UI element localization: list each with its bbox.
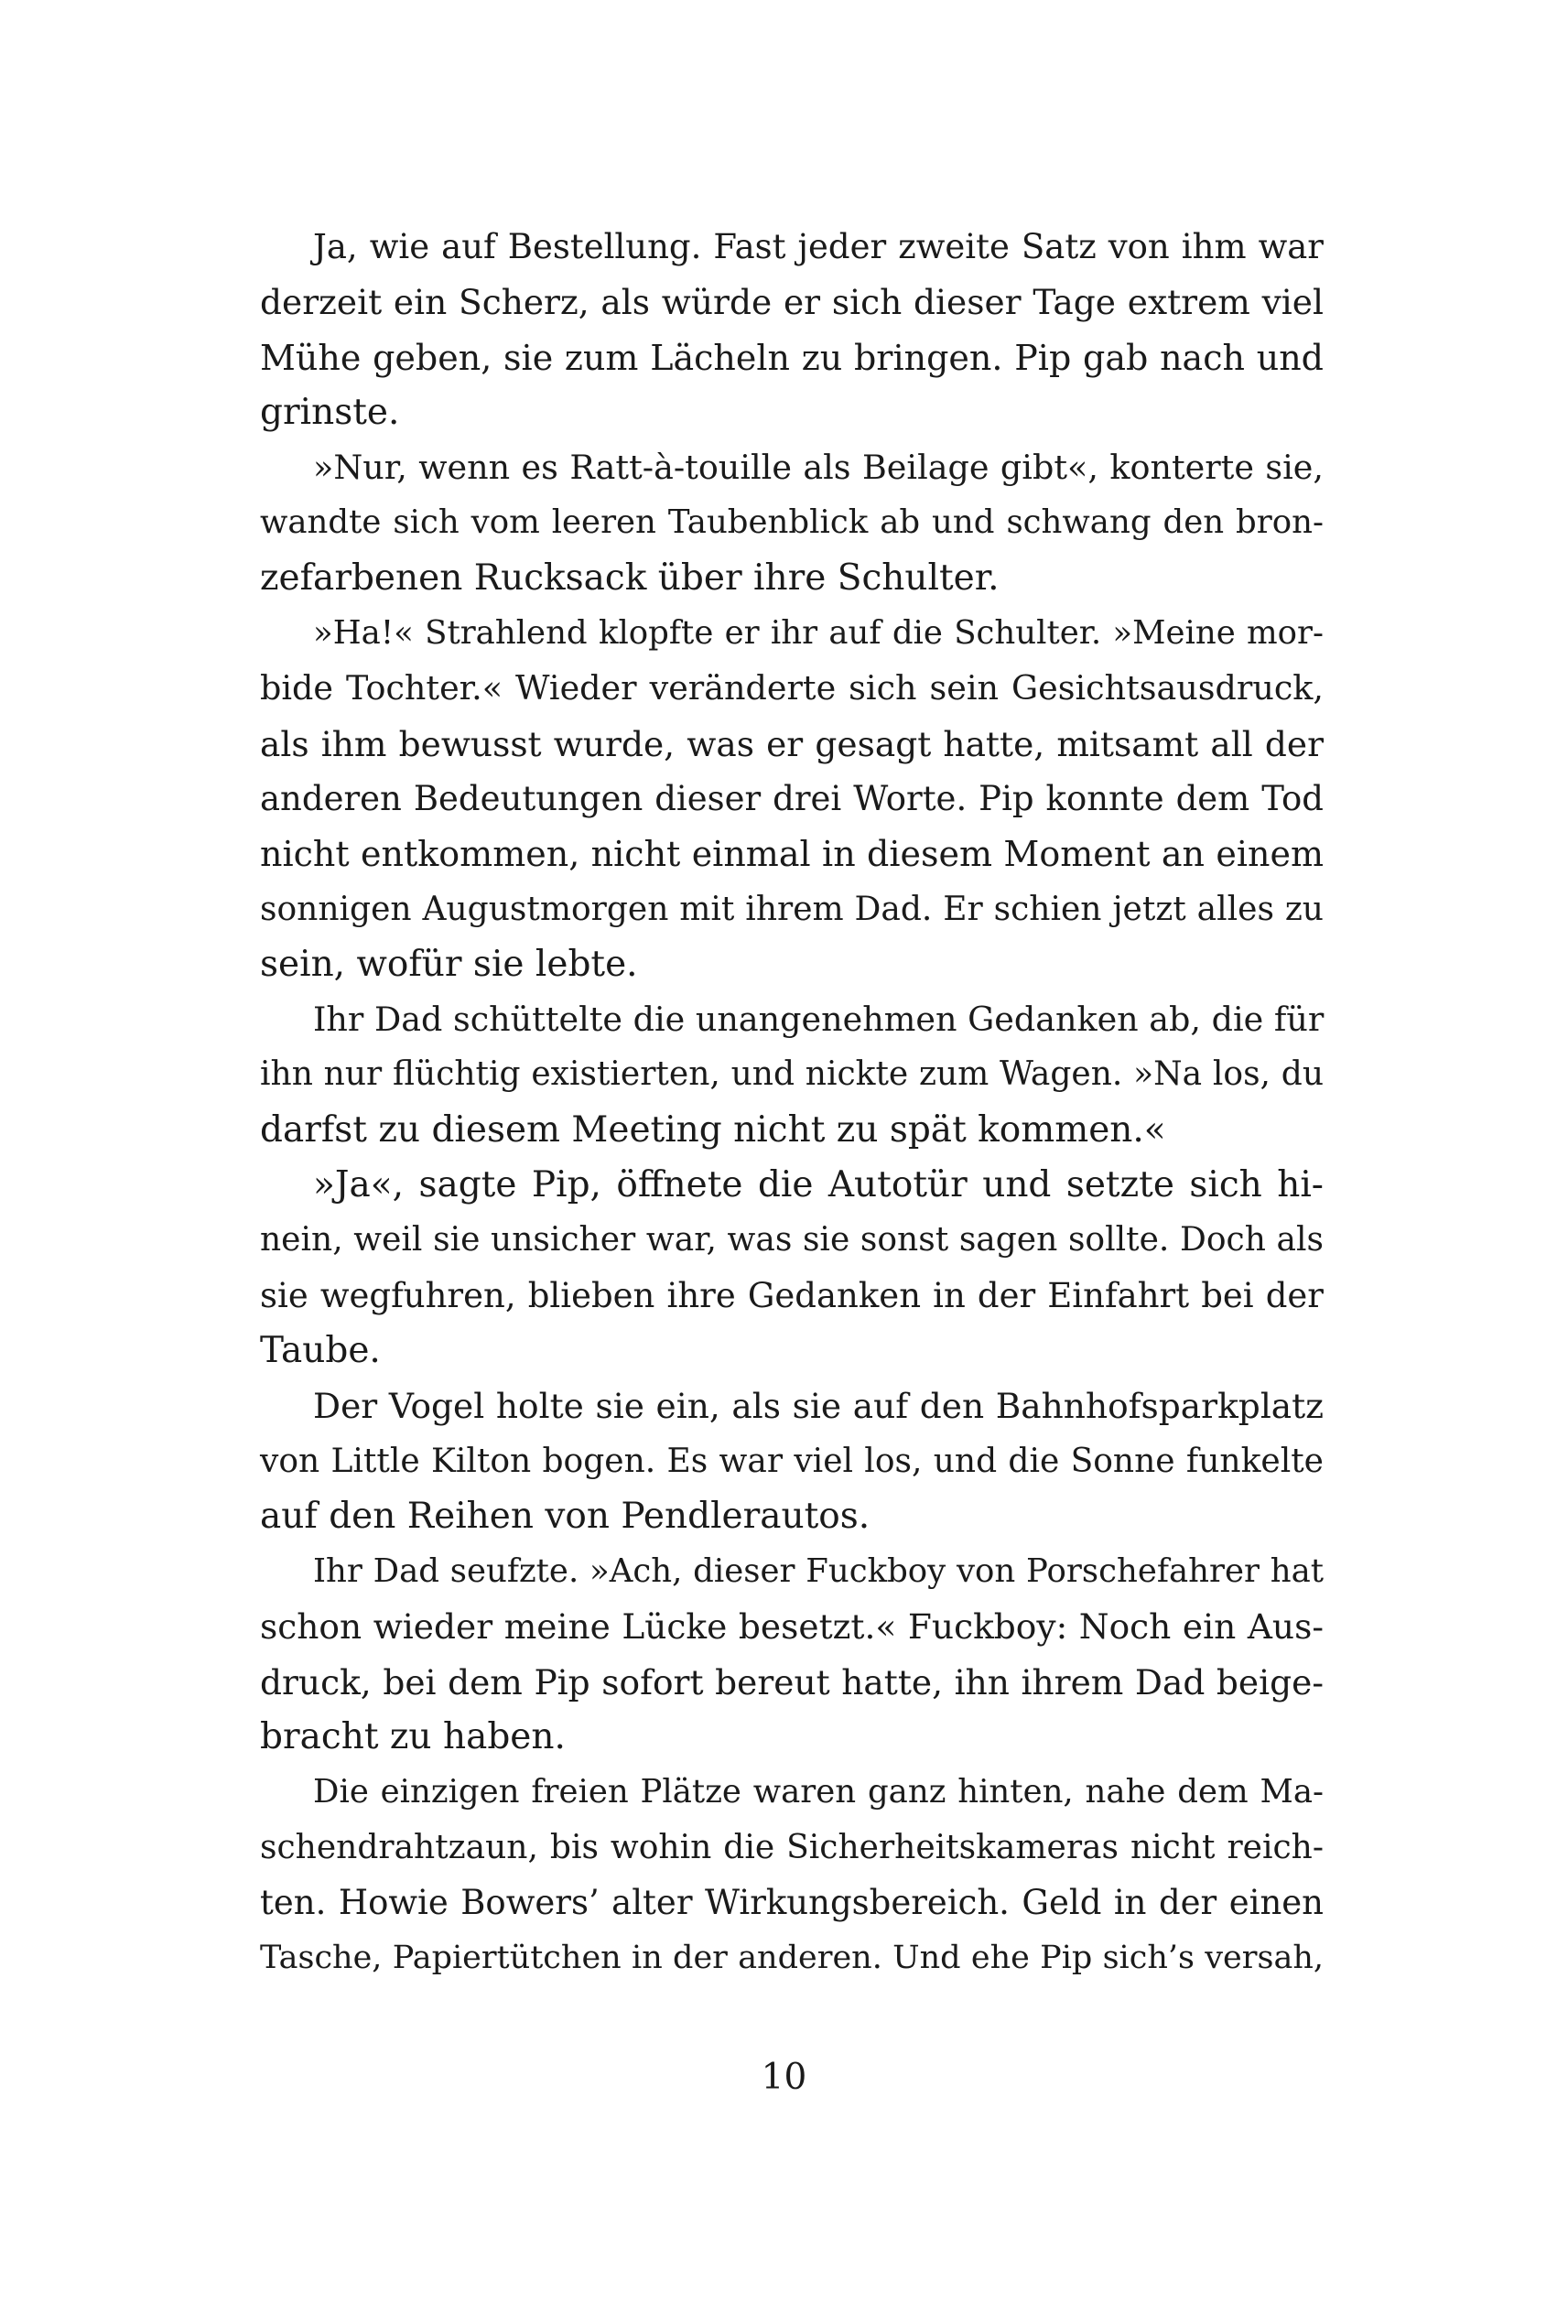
text-line: sie wegfuhren, blieben ihre Gedanken in der Einfahrt bei der <box>260 1275 1324 1315</box>
text-line: »Ja«, sagte Pip, öffnete die Autotür und setzte sich hi- <box>313 1164 1324 1206</box>
text-line: Die einzigen freien Plätze waren ganz hinten, nahe dem Ma- <box>313 1773 1324 1811</box>
text-line: sein, wofür sie lebte. <box>260 943 638 985</box>
text-line: derzeit ein Scherz, als würde er sich dieser Tage extrem viel <box>260 282 1324 323</box>
text-line: Taube. <box>260 1329 381 1371</box>
text-line: ten. Howie Bowers’ alter Wirkungsbereich. Geld in der einen <box>260 1882 1324 1922</box>
text-line: darfst zu diesem Meeting nicht zu spät kommen.« <box>260 1108 1166 1151</box>
text-line: von Little Kilton bogen. Es war viel los, und die Sonne funkelte <box>260 1442 1324 1480</box>
text-line: Tasche, Papiertütchen in der anderen. Und ehe Pip sich’s versah, <box>260 1940 1324 1977</box>
text-line: schon wieder meine Lücke besetzt.« Fuckboy: Noch ein Aus- <box>260 1606 1324 1648</box>
text-line: Mühe geben, sie zum Lächeln zu bringen. Pip gab nach und <box>260 337 1324 378</box>
text-line: schendrahtzaun, bis wohin die Sicherheitskameras nicht reich- <box>260 1828 1324 1866</box>
text-line: ihn nur flüchtig existierten, und nickte zum Wagen. »Na los, du <box>260 1055 1324 1094</box>
text-line: sonnigen Augustmorgen mit ihrem Dad. Er schien jetzt alles zu <box>260 890 1324 928</box>
text-line: nein, weil sie unsicher war, was sie sonst sagen sollte. Doch als <box>260 1221 1324 1259</box>
page-number: 10 <box>761 2057 807 2098</box>
text-line: wandte sich vom leeren Taubenblick ab und schwang den bron- <box>260 503 1324 542</box>
text-line: auf den Reihen von Pendlerautos. <box>260 1495 871 1537</box>
text-line: Ihr Dad schüttelte die unangenehmen Gedanken ab, die für <box>313 1000 1325 1040</box>
text-line: druck, bei dem Pip sofort bereut hatte, ihn ihrem Dad beige- <box>260 1661 1324 1702</box>
text-line: Ja, wie auf Bestellung. Fast jeder zweite Satz von ihm war <box>313 227 1324 266</box>
text-line: zefarbenen Rucksack über ihre Schulter. <box>260 557 1000 599</box>
text-line: Der Vogel holte sie ein, als sie auf den Bahnhofsparkplatz <box>313 1386 1324 1427</box>
text-line: nicht entkommen, nicht einmal in diesem Moment an einem <box>260 834 1324 875</box>
text-line: Ihr Dad seufzte. »Ach, dieser Fuckboy von Porschefahrer hat <box>313 1552 1324 1591</box>
text-line: grinste. <box>260 391 400 433</box>
text-line: bracht zu haben. <box>260 1716 566 1758</box>
text-line: anderen Bedeutungen dieser drei Worte. Pip konnte dem Tod <box>260 778 1324 818</box>
text-line: »Ha!« Strahlend klopfte er ihr auf die Schulter. »Meine mor- <box>313 614 1324 653</box>
text-line: bide Tochter.« Wieder veränderte sich sein Gesichtsausdruck, <box>260 668 1324 708</box>
body-text <box>260 220 1324 1986</box>
text-line: als ihm bewusst wurde, was er gesagt hatte, mitsamt all der <box>260 723 1324 764</box>
text-line: »Nur, wenn es Ratt-à-touille als Beilage gibt«, konterte sie, <box>313 448 1324 488</box>
